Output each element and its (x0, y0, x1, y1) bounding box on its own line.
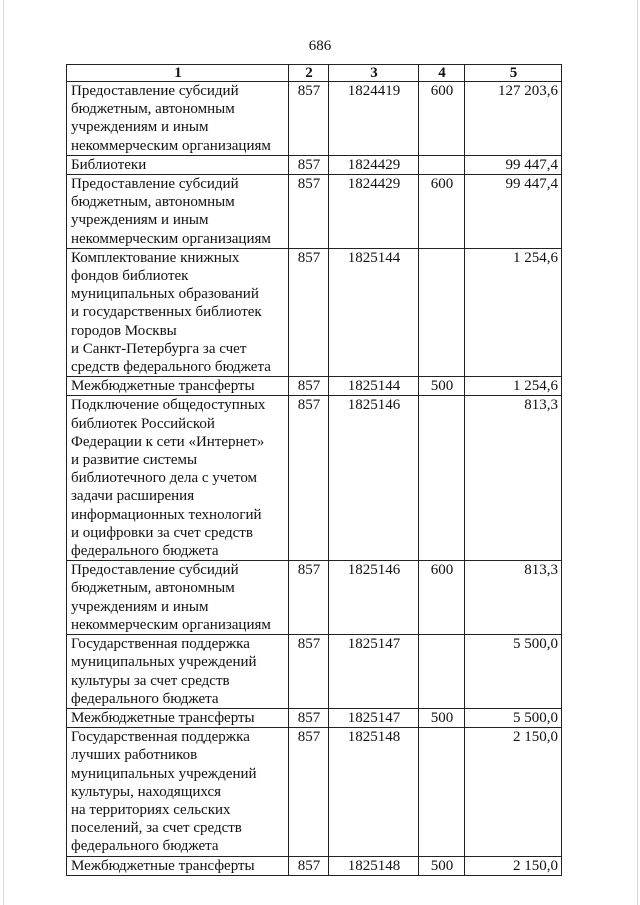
row-name-line: федерального бюджета (71, 543, 219, 560)
row-vr-cell (419, 396, 465, 561)
row-name-cell (67, 396, 289, 561)
row-vr-cell (419, 155, 465, 174)
table-row (67, 175, 562, 249)
row-sum-cell: 5 500,0 (465, 708, 562, 727)
row-vr-cell: 600 (419, 175, 465, 249)
row-name-line: Библиотеки (71, 156, 147, 173)
row-name-cell (67, 728, 289, 856)
row-name-line: библиотечного дела с учетом (71, 470, 258, 487)
row-vr-cell: 500 (419, 377, 465, 396)
row-name-line: федерального бюджета (71, 690, 219, 707)
row-sum-cell: 813,3 (465, 396, 562, 561)
row-vr-cell (419, 635, 465, 709)
row-cs-cell: 1825147 (329, 635, 419, 709)
row-name-line: федерального бюджета (71, 838, 219, 855)
row-name-line: Предоставление субсидий (71, 562, 239, 579)
row-gr-cell: 857 (289, 561, 329, 635)
row-vr-cell: 600 (419, 82, 465, 156)
table-row (67, 155, 562, 174)
row-cs-cell: 1824429 (329, 155, 419, 174)
row-gr-cell: 857 (289, 82, 329, 156)
row-name-line: некоммерческим организациям (71, 137, 271, 154)
row-gr-cell: 857 (289, 155, 329, 174)
row-name-line: поселений, за счет средств (71, 820, 242, 837)
row-vr-cell: 500 (419, 856, 465, 875)
row-name-line: городов Москвы (71, 322, 177, 339)
row-cs-cell: 1825144 (329, 377, 419, 396)
page-number: 686 (308, 38, 332, 54)
header-col-4: 4 (419, 65, 465, 82)
row-name-cell (67, 635, 289, 709)
row-sum-cell: 1 254,6 (465, 377, 562, 396)
row-gr-cell: 857 (289, 396, 329, 561)
row-sum-cell: 2 150,0 (465, 728, 562, 856)
row-cs-cell: 1825147 (329, 708, 419, 727)
scan-edge-left (3, 0, 4, 905)
row-gr-cell: 857 (289, 708, 329, 727)
row-name-line: учреждениям и иным (71, 212, 209, 229)
row-vr-cell (419, 248, 465, 376)
row-vr-cell: 500 (419, 708, 465, 727)
row-name-line: лучших работников (71, 747, 198, 764)
row-name-line: и Санкт-Петербурга за счет (71, 340, 247, 357)
row-gr-cell: 857 (289, 248, 329, 376)
row-name-line: бюджетным, автономным (71, 194, 235, 211)
row-sum-cell: 127 203,6 (465, 82, 562, 156)
row-name-line: Предоставление субсидий (71, 83, 239, 99)
row-cs-cell: 1825148 (329, 728, 419, 856)
row-name-line: и развитие системы (71, 452, 198, 469)
row-gr-cell: 857 (289, 635, 329, 709)
budget-table (66, 64, 562, 876)
row-name-line: на территориях сельских (71, 801, 231, 818)
row-name-line: Комплектование книжных (71, 249, 240, 266)
row-name-line: Межбюджетные трансферты (71, 378, 255, 395)
row-name-line: Государственная поддержка (71, 729, 250, 746)
table-row (67, 561, 562, 635)
row-cs-cell: 1825146 (329, 561, 419, 635)
table-body (67, 82, 562, 876)
row-gr-cell: 857 (289, 728, 329, 856)
table-row (67, 728, 562, 856)
row-name-line: муниципальных учреждений (71, 765, 257, 782)
row-name-line: культуры, находящихся (71, 783, 222, 800)
header-col-5: 5 (465, 65, 562, 82)
table-row (67, 248, 562, 376)
row-name-line: бюджетным, автономным (71, 101, 235, 118)
row-cs-cell: 1824419 (329, 82, 419, 156)
row-sum-cell: 1 254,6 (465, 248, 562, 376)
row-sum-cell: 99 447,4 (465, 155, 562, 174)
table-row (67, 635, 562, 709)
row-name-line: и оцифровки за счет средств (71, 524, 253, 541)
row-name-line: муниципальных образований (71, 286, 259, 303)
header-col-3: 3 (329, 65, 419, 82)
row-name-line: Федерации к сети «Интернет» (71, 433, 265, 450)
row-name-line: фондов библиотек (71, 268, 189, 285)
row-name-cell (67, 856, 289, 875)
row-name-cell (67, 155, 289, 174)
row-name-cell (67, 248, 289, 376)
row-gr-cell: 857 (289, 175, 329, 249)
row-cs-cell: 1824429 (329, 175, 419, 249)
row-sum-cell: 2 150,0 (465, 856, 562, 875)
row-name-cell (67, 82, 289, 156)
row-gr-cell: 857 (289, 377, 329, 396)
row-cs-cell: 1825144 (329, 248, 419, 376)
row-name-line: и государственных библиотек (71, 304, 262, 321)
row-name-line: Предоставление субсидий (71, 176, 239, 193)
row-name-line: учреждениям и иным (71, 598, 209, 615)
row-sum-cell: 99 447,4 (465, 175, 562, 249)
row-name-cell (67, 561, 289, 635)
table-row (67, 856, 562, 875)
table-row (67, 396, 562, 561)
row-name-line: средств федерального бюджета (71, 359, 271, 376)
row-vr-cell (419, 728, 465, 856)
table-header-row (67, 65, 562, 82)
table-row (67, 377, 562, 396)
header-col-1: 1 (67, 65, 289, 82)
header-col-2: 2 (289, 65, 329, 82)
row-name-line: библиотек Российской (71, 415, 215, 432)
row-cs-cell: 1825146 (329, 396, 419, 561)
row-name-cell (67, 377, 289, 396)
row-name-line: Государственная поддержка (71, 636, 250, 653)
table-row (67, 708, 562, 727)
table-row (67, 82, 562, 156)
row-vr-cell: 600 (419, 561, 465, 635)
row-name-line: культуры за счет средств (71, 672, 230, 689)
row-sum-cell: 5 500,0 (465, 635, 562, 709)
row-name-line: задачи расширения (71, 488, 195, 505)
row-name-cell (67, 175, 289, 249)
scan-edge-right (637, 0, 638, 905)
row-name-line: Подключение общедоступных (71, 397, 266, 414)
row-name-cell (67, 708, 289, 727)
row-name-line: учреждениям и иным (71, 119, 209, 136)
row-sum-cell: 813,3 (465, 561, 562, 635)
row-name-line: некоммерческим организациям (71, 616, 271, 633)
row-name-line: некоммерческим организациям (71, 230, 271, 247)
row-name-line: Межбюджетные трансферты (71, 709, 255, 726)
row-name-line: муниципальных учреждений (71, 654, 257, 671)
row-name-line: информационных технологий (71, 506, 262, 523)
row-name-line: бюджетным, автономным (71, 580, 235, 597)
row-gr-cell: 857 (289, 856, 329, 875)
row-cs-cell: 1825148 (329, 856, 419, 875)
row-name-line: Межбюджетные трансферты (71, 857, 255, 874)
